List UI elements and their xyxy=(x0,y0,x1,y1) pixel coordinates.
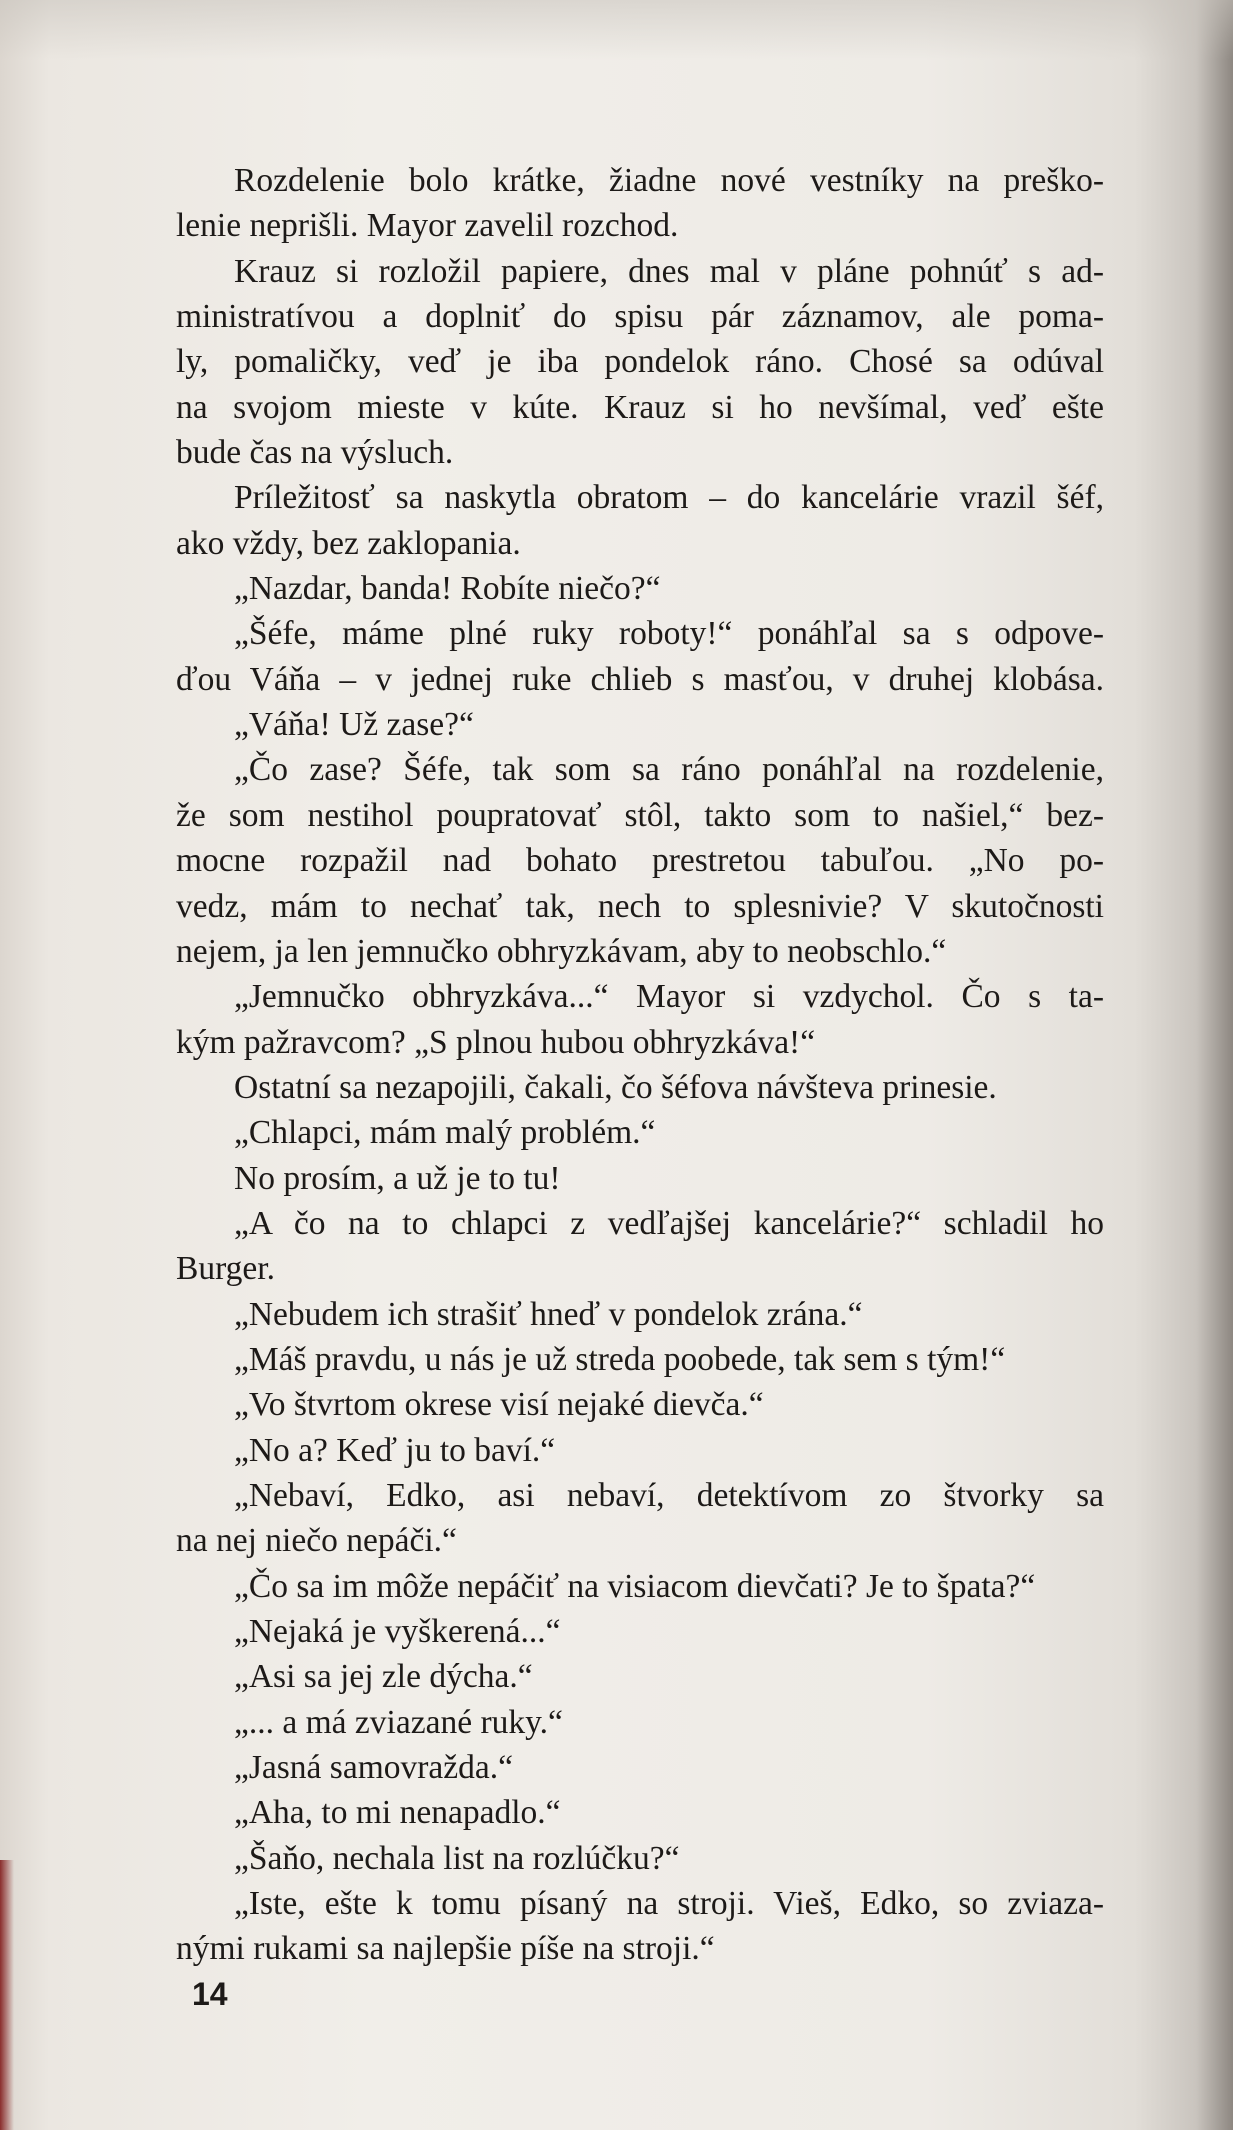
text-line: „Máš pravdu, u nás je už streda poobede, tak sem s tým!“ xyxy=(234,1340,1006,1378)
text-line: „Chlapci, mám malý problém.“ xyxy=(234,1114,656,1152)
text-line: „Váňa! Už zase?“ xyxy=(234,706,474,744)
text-line: že som nestihol poupratovať stôl, takto som to našiel,“ bez- xyxy=(176,796,1104,834)
text-line: ako vždy, bez zaklopania. xyxy=(176,524,521,562)
text-line: na svojom mieste v kúte. Krauz si ho nevšímal, veď ešte xyxy=(176,388,1104,426)
text-line: vedz, mám to nechať tak, nech to splesnivie? V skutočnosti xyxy=(176,887,1104,925)
text-line: „A čo na to chlapci z vedľajšej kancelárie?“ schladil ho xyxy=(234,1204,1104,1242)
text-line: Burger. xyxy=(176,1250,275,1288)
body-text xyxy=(176,158,1104,1972)
text-line: „Jasná samovražda.“ xyxy=(234,1749,514,1787)
text-line: „Asi sa jej zle dýcha.“ xyxy=(234,1658,533,1696)
text-line: nými rukami sa najlepšie píše na stroji.“ xyxy=(176,1930,715,1968)
text-line: Rozdelenie bolo krátke, žiadne nové vestníky na preško- xyxy=(234,162,1104,199)
text-line: ďou Váňa – v jednej ruke chlieb s masťou, v druhej klobása. xyxy=(176,660,1104,698)
text-line: „Čo zase? Šéfe, tak som sa ráno ponáhľal na rozdelenie, xyxy=(234,751,1104,789)
text-line: Ostatní sa nezapojili, čakali, čo šéfova návšteva prinesie. xyxy=(234,1068,997,1106)
text-line: „Jemnučko obhryzkáva...“ Mayor si vzdychol. Čo s ta- xyxy=(234,978,1104,1016)
page-number: 14 xyxy=(192,1976,228,2012)
text-line: nejem, ja len jemnučko obhryzkávam, aby to neobschlo.“ xyxy=(176,932,947,970)
text-line: Krauz si rozložil papiere, dnes mal v pláne pohnúť s ad- xyxy=(234,252,1104,290)
text-line: kým pažravcom? „S plnou hubou obhryzkáva!“ xyxy=(176,1023,816,1061)
text-line: „Čo sa im môže nepáčiť na visiacom dievčati? Je to špata?“ xyxy=(234,1567,1036,1605)
text-line: lenie neprišli. Mayor zavelil rozchod. xyxy=(176,207,679,245)
text-line: „Vo štvrtom okrese visí nejaké dievča.“ xyxy=(234,1386,764,1424)
text-line: mocne rozpažil nad bohato prestretou tabuľou. „No po- xyxy=(176,842,1104,880)
page-top-shadow xyxy=(0,0,1233,60)
text-line: „Šaňo, nechala list na rozlúčku?“ xyxy=(234,1839,680,1877)
text-line: „Nebudem ich strašiť hneď v pondelok zrána.“ xyxy=(234,1295,863,1333)
text-line: Príležitosť sa naskytla obratom – do kancelárie vrazil šéf, xyxy=(234,479,1104,517)
text-line: „Šéfe, máme plné ruky roboty!“ ponáhľal sa s odpove- xyxy=(234,615,1104,653)
text-line: „No a? Keď ju to baví.“ xyxy=(234,1431,556,1469)
text-line: „Aha, to mi nenapadlo.“ xyxy=(234,1794,561,1832)
text-line: „Nebaví, Edko, asi nebaví, detektívom zo štvorky sa xyxy=(234,1476,1104,1514)
text-line: bude čas na výsluch. xyxy=(176,434,454,472)
text-line: ly, pomaličky, veď je iba pondelok ráno. Chosé sa odúval xyxy=(176,343,1104,381)
page-left-edge xyxy=(0,1860,14,2130)
text-line: „Nejaká je vyškerená...“ xyxy=(234,1613,561,1650)
text-line: ministratívou a doplniť do spisu pár záznamov, ale poma- xyxy=(176,298,1104,336)
text-line: No prosím, a už je to tu! xyxy=(234,1159,561,1197)
text-line: na nej niečo nepáči.“ xyxy=(176,1522,457,1560)
text-line: „... a má zviazané ruky.“ xyxy=(234,1703,563,1741)
text-line: „Nazdar, banda! Robíte niečo?“ xyxy=(234,570,661,608)
text-line: „Iste, ešte k tomu písaný na stroji. Vieš, Edko, so zviaza- xyxy=(234,1885,1104,1923)
